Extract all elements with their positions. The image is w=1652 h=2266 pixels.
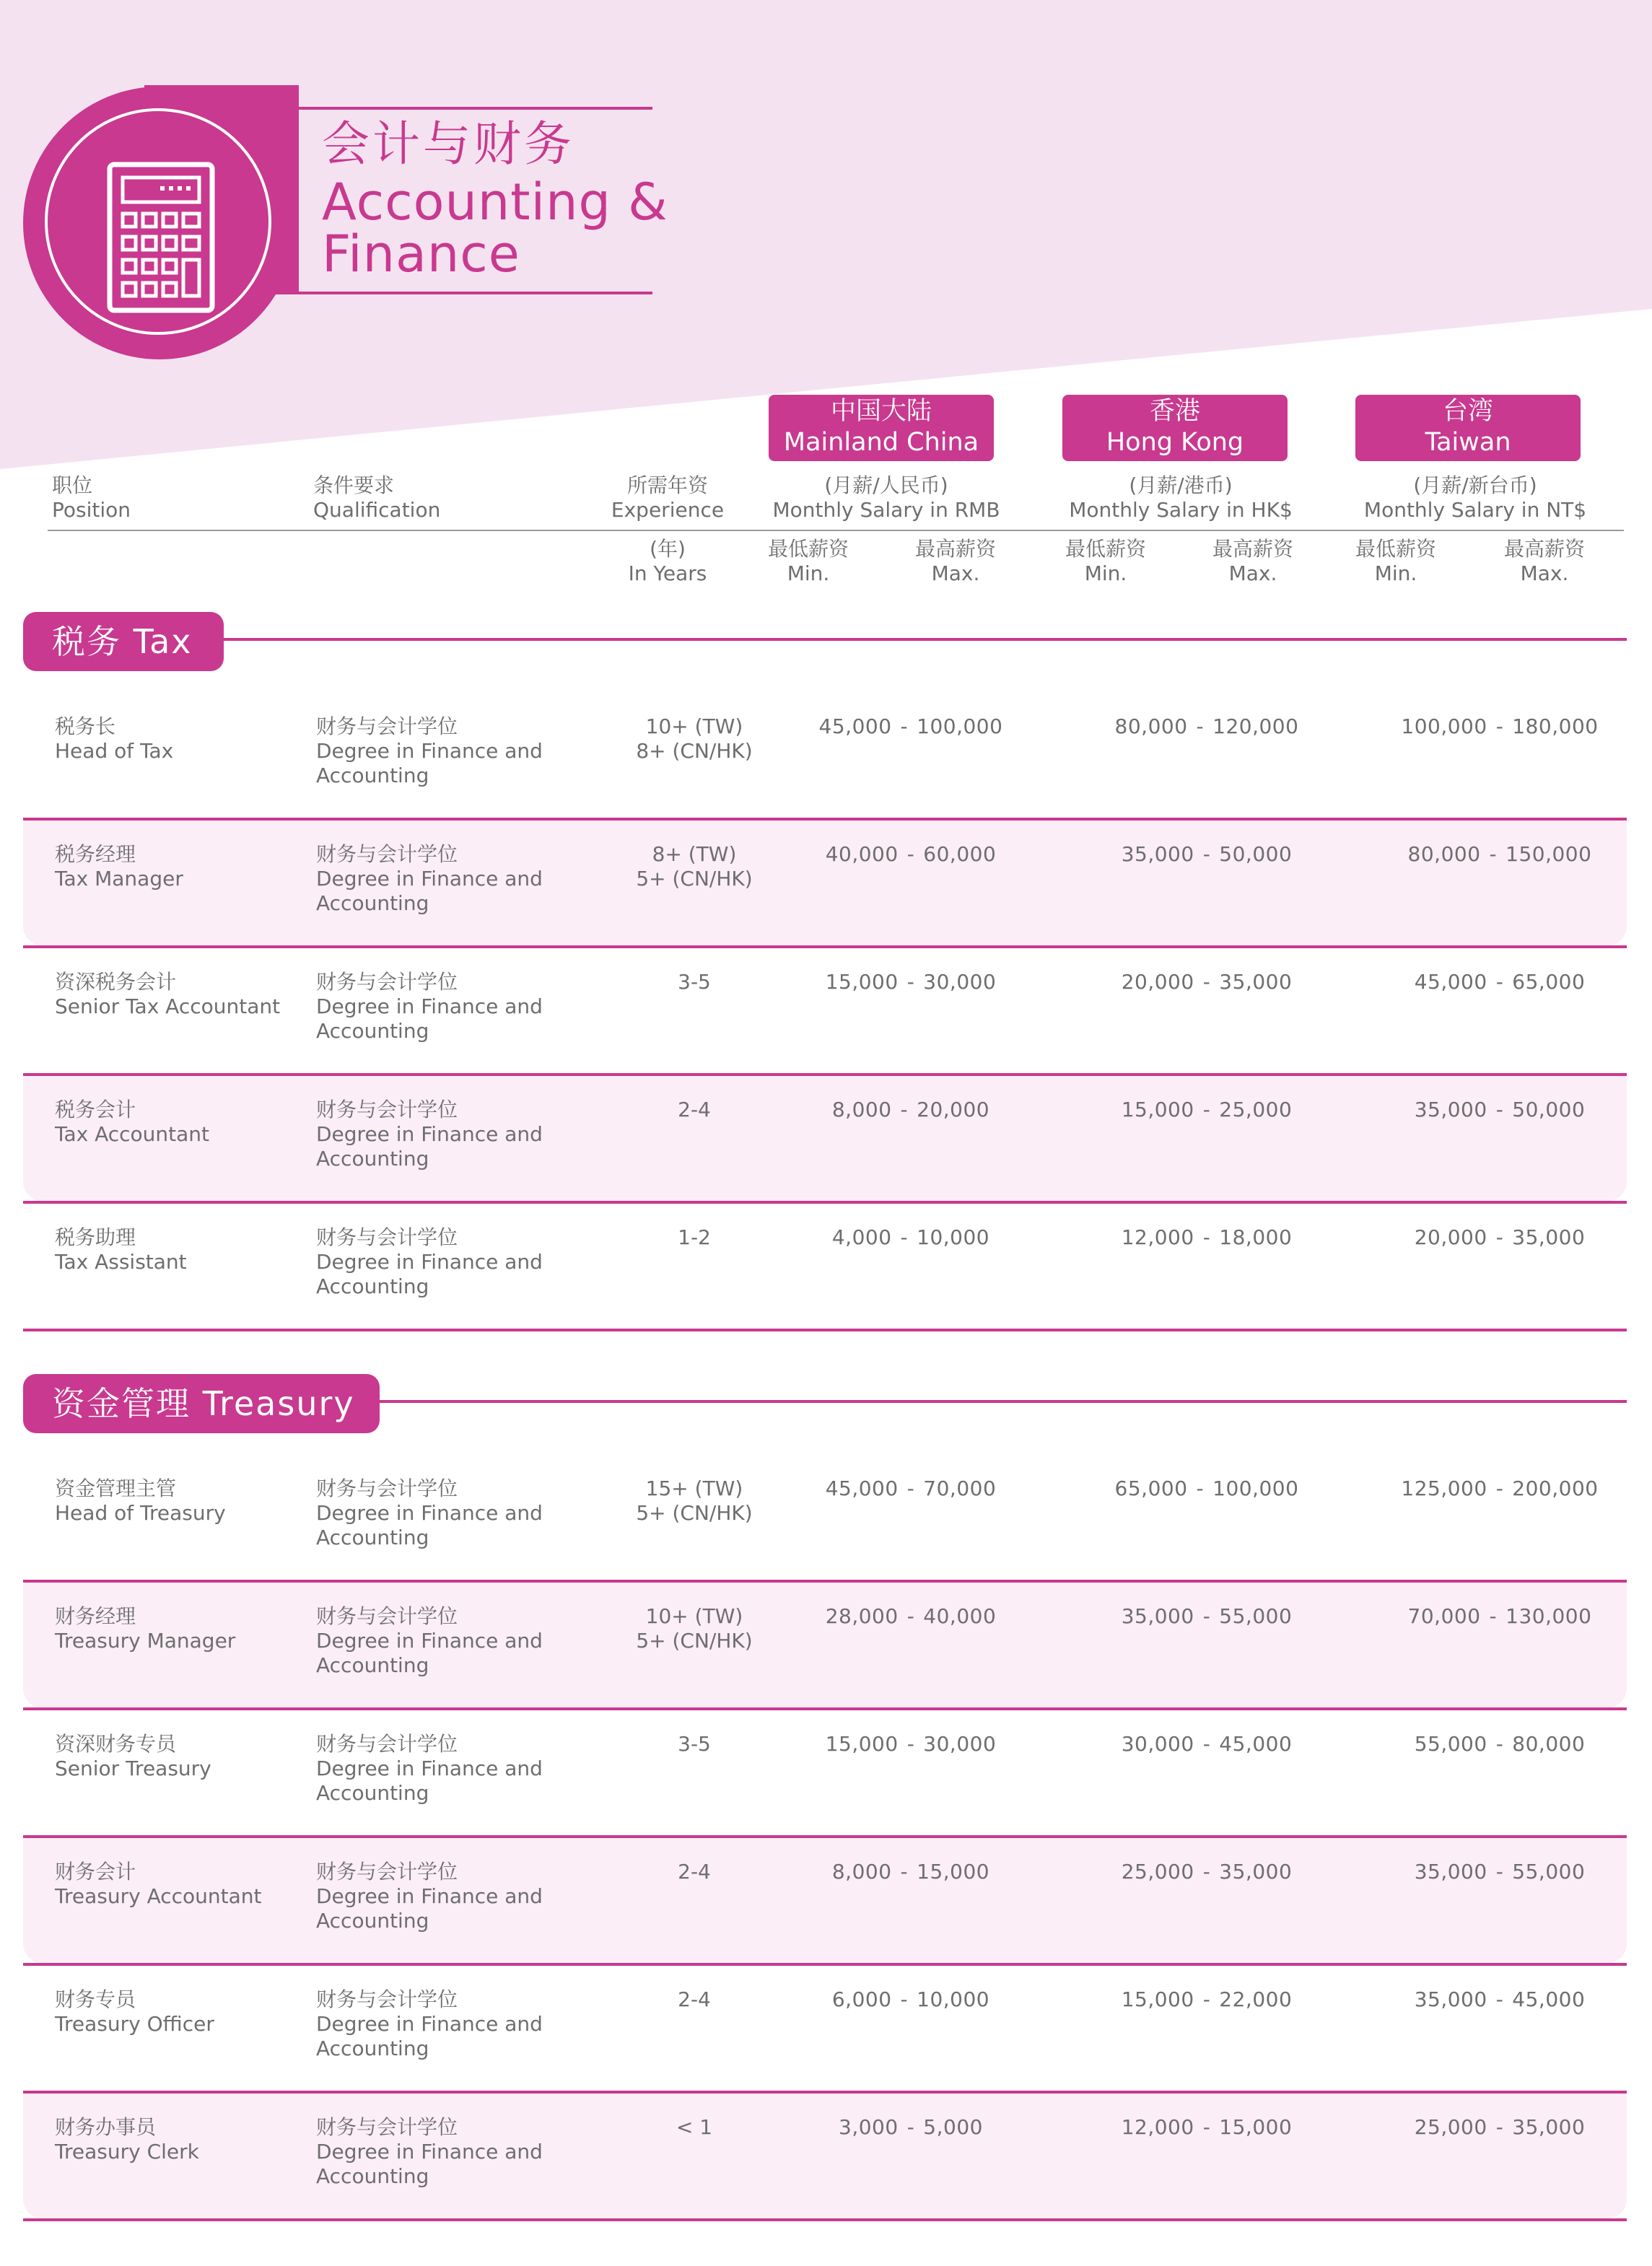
position-cell [55, 2115, 293, 2164]
range-dash: - [906, 2115, 915, 2139]
qualification-en-line2: Accounting [316, 1019, 429, 1043]
position-cell [55, 1098, 293, 1147]
salary-max: 22,000 [1219, 1987, 1293, 2011]
qualification-en-line2: Accounting [316, 1526, 429, 1549]
salary-max: 60,000 [923, 842, 997, 866]
position-en: Treasury Officer [55, 2012, 214, 2036]
salary-ntd-cell [1355, 1098, 1644, 1122]
position-cell [55, 1225, 293, 1274]
position-cn: 税务会计 [55, 1098, 136, 1121]
experience-line1: 15+ (TW) [645, 1477, 743, 1500]
range-dash: - [1495, 970, 1504, 994]
salary-max: 5,000 [923, 2115, 983, 2139]
range-dash: - [1495, 1225, 1504, 1249]
range-dash: - [1495, 1987, 1504, 2011]
qualification-cell [316, 1860, 576, 1933]
experience-line2: 5+ (CN/HK) [636, 1501, 753, 1525]
range-dash: - [1495, 1098, 1504, 1121]
salary-hkd-cell [1062, 1098, 1351, 1122]
qualification-cell [316, 970, 576, 1044]
column-header-salary-ntd [1331, 473, 1620, 522]
region-header-mainland-china [769, 395, 994, 461]
table-row [23, 1076, 1627, 1202]
salary-min: 3,000 [839, 2115, 899, 2139]
range-dash: - [1495, 1732, 1504, 1756]
column-header-salary-hkd [1036, 473, 1325, 522]
position-cn: 资金管理主管 [55, 1477, 177, 1500]
salary-hkd-cell [1062, 1987, 1351, 2012]
salary-ntd-cell [1355, 1604, 1644, 1629]
range-dash: - [900, 1098, 909, 1121]
salary-ntd-cell [1355, 1987, 1644, 2012]
experience-line1: 2-4 [678, 1987, 711, 2011]
position-en: Tax Accountant [55, 1122, 210, 1146]
row-divider [23, 1329, 1627, 1331]
salary-min: 30,000 [1121, 1732, 1194, 1756]
salary-rmb-cell [766, 1098, 1055, 1122]
qualification-cn: 财务与会计学位 [316, 1860, 458, 1884]
range-dash: - [1202, 1604, 1211, 1628]
salary-min: 35,000 [1121, 1604, 1194, 1628]
salary-rmb-cell [766, 2115, 1055, 2140]
page-title-en-line2: Finance [322, 224, 520, 284]
table-row [23, 1838, 1627, 1964]
section-title: 税务 Tax [23, 612, 224, 671]
column-header-position-en: Position [52, 498, 131, 522]
range-dash: - [900, 1987, 909, 2011]
qualification-en-line1: Degree in Finance and [316, 2140, 543, 2164]
qualification-cell [316, 1477, 576, 1550]
qualification-en-line2: Accounting [316, 891, 429, 915]
range-dash: - [1495, 1477, 1504, 1500]
position-en: Treasury Manager [55, 1629, 236, 1653]
salary-max: 30,000 [923, 970, 997, 994]
qualification-cell [316, 2115, 576, 2189]
position-en: Head of Tax [55, 739, 174, 763]
title-rule-bottom [274, 292, 652, 294]
position-en: Senior Treasury [55, 1757, 211, 1780]
salary-hkd-cell [1062, 1732, 1351, 1757]
page-title-en-line1: Accounting & [322, 172, 668, 232]
salary-max: 65,000 [1512, 970, 1586, 994]
table-row [23, 1966, 1627, 2091]
salary-min: 4,000 [831, 1225, 892, 1249]
experience-line1: 3-5 [678, 1732, 711, 1756]
salary-unit-cn: (月薪/新台币) [1413, 473, 1537, 497]
salary-max: 120,000 [1212, 714, 1299, 738]
position-en: Treasury Accountant [55, 1884, 262, 1908]
salary-hkd-cell [1062, 1477, 1351, 1501]
experience-line2: 8+ (CN/HK) [636, 739, 753, 763]
qualification-en-line2: Accounting [316, 1147, 429, 1171]
salary-max: 50,000 [1512, 1098, 1586, 1121]
column-subheader-ntd-min [1338, 537, 1454, 586]
min-label-cn: 最低薪资 [1355, 537, 1436, 561]
position-en: Treasury Clerk [55, 2140, 199, 2164]
salary-unit-cn: (月薪/港币) [1129, 473, 1233, 497]
salary-max: 20,000 [917, 1098, 990, 1121]
salary-min: 15,000 [1121, 1987, 1194, 2011]
calculator-icon [107, 162, 215, 313]
column-subheader-ntd-max [1487, 537, 1602, 586]
max-label-en: Max. [1228, 561, 1277, 585]
experience-line1: < 1 [676, 2115, 713, 2139]
salary-rmb-cell [766, 970, 1055, 994]
salary-rmb-cell [766, 1732, 1055, 1757]
page-title-cn: 会计与财务 [322, 116, 574, 172]
max-label-en: Max. [1520, 561, 1569, 585]
position-cell [55, 1987, 293, 2037]
region-name-cn: 香港 [1149, 397, 1200, 426]
qualification-en-line1: Degree in Finance and [316, 1757, 543, 1780]
table-row [23, 1455, 1627, 1580]
salary-min: 125,000 [1401, 1477, 1487, 1500]
section-rule [372, 1400, 1627, 1403]
range-dash: - [1489, 1604, 1498, 1628]
salary-max: 55,000 [1512, 1860, 1586, 1884]
range-dash: - [1202, 1732, 1211, 1756]
salary-min: 15,000 [1121, 1098, 1194, 1121]
qualification-en-line1: Degree in Finance and [316, 867, 543, 891]
salary-max: 150,000 [1505, 842, 1592, 866]
position-cn: 财务经理 [55, 1604, 136, 1628]
range-dash: - [1495, 714, 1504, 738]
salary-rmb-cell [766, 1860, 1055, 1884]
qualification-en-line2: Accounting [316, 764, 429, 787]
qualification-en-line1: Degree in Finance and [316, 1629, 543, 1653]
position-en: Senior Tax Accountant [55, 994, 281, 1018]
salary-min: 45,000 [818, 714, 892, 738]
position-cn: 资深税务会计 [55, 970, 177, 994]
position-en: Tax Assistant [55, 1250, 187, 1274]
range-dash: - [1202, 1860, 1211, 1884]
salary-hkd-cell [1062, 1225, 1351, 1250]
salary-unit-en: Monthly Salary in RMB [772, 498, 1000, 522]
row-divider [23, 2218, 1627, 2221]
salary-max: 35,000 [1512, 2115, 1586, 2139]
header-divider [48, 530, 1624, 531]
range-dash: - [900, 714, 909, 738]
range-dash: - [1495, 1860, 1504, 1884]
qualification-en-line1: Degree in Finance and [316, 2012, 543, 2036]
min-label-cn: 最低薪资 [767, 537, 849, 561]
range-dash: - [1489, 842, 1498, 866]
min-label-en: Min. [787, 561, 830, 585]
experience-line1: 8+ (TW) [652, 842, 737, 866]
min-label-cn: 最低薪资 [1065, 537, 1146, 561]
salary-min: 80,000 [1407, 842, 1481, 866]
range-dash: - [906, 970, 915, 994]
salary-ntd-cell [1355, 2115, 1644, 2140]
salary-max: 18,000 [1219, 1225, 1293, 1249]
salary-min: 35,000 [1121, 842, 1194, 866]
qualification-en-line2: Accounting [316, 1781, 429, 1805]
salary-unit-en: Monthly Salary in HK$ [1069, 498, 1293, 522]
salary-min: 15,000 [825, 970, 899, 994]
salary-unit-cn: (月薪/人民币) [824, 473, 948, 497]
qualification-cn: 财务与会计学位 [316, 1477, 458, 1500]
salary-max: 70,000 [923, 1477, 997, 1500]
qualification-cell [316, 1987, 576, 2061]
column-header-position [52, 473, 131, 522]
qualification-en-line2: Accounting [316, 2037, 429, 2060]
region-name-en: Hong Kong [1106, 428, 1244, 457]
salary-rmb-cell [766, 1225, 1055, 1250]
column-header-experience-en: Experience [611, 498, 725, 522]
salary-max: 35,000 [1219, 1860, 1293, 1884]
salary-min: 20,000 [1121, 970, 1194, 994]
position-en: Head of Treasury [55, 1501, 226, 1525]
position-cn: 税务助理 [55, 1225, 136, 1249]
region-name-cn: 台湾 [1442, 397, 1493, 426]
range-dash: - [1202, 1987, 1211, 2011]
qualification-en-line1: Degree in Finance and [316, 1122, 543, 1146]
column-header-experience [595, 473, 740, 522]
salary-ntd-cell [1355, 970, 1644, 994]
table-row [23, 1710, 1627, 1836]
range-dash: - [906, 1732, 915, 1756]
salary-max: 10,000 [917, 1987, 990, 2011]
qualification-en-line2: Accounting [316, 1653, 429, 1677]
column-subheader-years [595, 537, 740, 586]
range-dash: - [900, 1225, 909, 1249]
salary-max: 80,000 [1512, 1732, 1586, 1756]
salary-max: 30,000 [923, 1732, 997, 1756]
salary-min: 12,000 [1121, 1225, 1194, 1249]
range-dash: - [906, 842, 915, 866]
salary-hkd-cell [1062, 2115, 1351, 2140]
title-rule-top [296, 107, 652, 110]
max-label-cn: 最高薪资 [1212, 537, 1293, 561]
table-row [23, 948, 1627, 1074]
salary-ntd-cell [1355, 1732, 1644, 1757]
experience-line1: 10+ (TW) [645, 1604, 743, 1628]
salary-hkd-cell [1062, 1604, 1351, 1629]
experience-line2: 5+ (CN/HK) [636, 1629, 753, 1653]
salary-min: 8,000 [831, 1860, 892, 1884]
region-name-en: Mainland China [783, 428, 979, 457]
salary-max: 200,000 [1512, 1477, 1599, 1500]
max-label-cn: 最高薪资 [1503, 537, 1585, 561]
salary-hkd-cell [1062, 714, 1351, 739]
qualification-cn: 财务与会计学位 [316, 1604, 458, 1628]
qualification-cn: 财务与会计学位 [316, 2115, 458, 2139]
qualification-cn: 财务与会计学位 [316, 1987, 458, 2011]
max-label-cn: 最高薪资 [914, 537, 996, 561]
salary-rmb-cell [766, 1987, 1055, 2012]
column-header-qualification-cn: 条件要求 [313, 473, 395, 497]
salary-min: 40,000 [825, 842, 899, 866]
position-cell [55, 1477, 293, 1526]
range-dash: - [1495, 2115, 1504, 2139]
salary-hkd-cell [1062, 970, 1351, 994]
range-dash: - [1202, 970, 1211, 994]
salary-min: 80,000 [1114, 714, 1188, 738]
experience-line1: 3-5 [678, 970, 711, 994]
salary-min: 28,000 [825, 1604, 899, 1628]
salary-max: 25,000 [1219, 1098, 1293, 1121]
experience-line1: 2-4 [678, 1860, 711, 1884]
table-row [23, 1583, 1627, 1708]
salary-max: 100,000 [917, 714, 1003, 738]
salary-min: 70,000 [1407, 1604, 1481, 1628]
qualification-cn: 财务与会计学位 [316, 1732, 458, 1756]
salary-min: 65,000 [1114, 1477, 1188, 1500]
position-cn: 财务会计 [55, 1860, 136, 1884]
experience-line1: 10+ (TW) [645, 714, 743, 738]
table-row [23, 2094, 1627, 2219]
position-cn: 财务专员 [55, 1987, 136, 2011]
salary-min: 35,000 [1414, 1987, 1487, 2011]
position-cell [55, 842, 293, 891]
salary-max: 15,000 [1219, 2115, 1293, 2139]
salary-max: 180,000 [1512, 714, 1599, 738]
section-rule [217, 638, 1627, 641]
qualification-cell [316, 714, 576, 788]
qualification-cn: 财务与会计学位 [316, 714, 458, 738]
column-header-position-cn: 职位 [52, 473, 93, 497]
salary-max: 55,000 [1219, 1604, 1293, 1628]
qualification-en-line1: Degree in Finance and [316, 1501, 543, 1525]
salary-min: 45,000 [825, 1477, 899, 1500]
qualification-en-line1: Degree in Finance and [316, 739, 543, 763]
qualification-cell [316, 1604, 576, 1678]
table-row [23, 693, 1627, 818]
salary-min: 15,000 [825, 1732, 899, 1756]
section-title: 资金管理 Treasury [23, 1374, 380, 1433]
years-label-cn: (年) [650, 537, 686, 561]
position-cn: 资深财务专员 [55, 1732, 177, 1756]
min-label-en: Min. [1084, 561, 1127, 585]
salary-min: 55,000 [1414, 1732, 1487, 1756]
column-subheader-hkd-min [1048, 537, 1163, 586]
table-row [23, 1204, 1627, 1329]
salary-max: 10,000 [917, 1225, 990, 1249]
salary-min: 12,000 [1121, 2115, 1194, 2139]
range-dash: - [1196, 714, 1205, 738]
salary-unit-en: Monthly Salary in NT$ [1363, 498, 1587, 522]
table-row [23, 821, 1627, 946]
max-label-en: Max. [931, 561, 980, 585]
salary-max: 35,000 [1512, 1225, 1586, 1249]
page-title [322, 113, 668, 284]
qualification-cell [316, 1098, 576, 1171]
salary-min: 45,000 [1414, 970, 1487, 994]
salary-max: 15,000 [917, 1860, 990, 1884]
range-dash: - [1202, 842, 1211, 866]
range-dash: - [1196, 1477, 1205, 1500]
range-dash: - [1202, 1225, 1211, 1249]
salary-hkd-cell [1062, 1860, 1351, 1884]
column-subheader-rmb-min [751, 537, 866, 586]
salary-ntd-cell [1355, 1477, 1644, 1501]
salary-max: 40,000 [923, 1604, 997, 1628]
qualification-en-line2: Accounting [316, 1274, 429, 1298]
salary-min: 20,000 [1414, 1225, 1487, 1249]
salary-ntd-cell [1355, 1860, 1644, 1884]
qualification-en-line1: Degree in Finance and [316, 1884, 543, 1908]
salary-min: 6,000 [831, 1987, 892, 2011]
column-header-qualification-en: Qualification [313, 498, 441, 522]
qualification-cell [316, 1225, 576, 1299]
qualification-cn: 财务与会计学位 [316, 842, 458, 866]
position-cell [55, 970, 293, 1019]
salary-rmb-cell [766, 1604, 1055, 1629]
salary-min: 25,000 [1414, 2115, 1487, 2139]
range-dash: - [906, 1477, 915, 1500]
experience-line2: 5+ (CN/HK) [636, 867, 753, 891]
column-header-qualification [313, 473, 440, 522]
salary-rmb-cell [766, 1477, 1055, 1501]
qualification-en-line2: Accounting [316, 1909, 429, 1933]
salary-max: 50,000 [1219, 842, 1293, 866]
salary-ntd-cell [1355, 842, 1644, 867]
region-name-cn: 中国大陆 [830, 397, 932, 426]
category-badge [23, 87, 296, 359]
salary-ntd-cell [1355, 714, 1644, 739]
salary-ntd-cell [1355, 1225, 1644, 1250]
range-dash: - [1202, 1098, 1211, 1121]
years-label-en: In Years [628, 561, 707, 585]
experience-line1: 1-2 [678, 1225, 711, 1249]
position-en: Tax Manager [55, 867, 183, 891]
salary-min: 100,000 [1401, 714, 1487, 738]
column-subheader-rmb-max [898, 537, 1013, 586]
column-header-salary-rmb [742, 473, 1031, 522]
salary-max: 45,000 [1219, 1732, 1293, 1756]
range-dash: - [900, 1860, 909, 1884]
salary-max: 45,000 [1512, 1987, 1586, 2011]
range-dash: - [906, 1604, 915, 1628]
position-cn: 税务长 [55, 714, 116, 738]
position-cell [55, 1604, 293, 1653]
column-header-experience-cn: 所需年资 [626, 473, 708, 497]
position-cell [55, 714, 293, 764]
salary-hkd-cell [1062, 842, 1351, 867]
salary-max: 35,000 [1219, 970, 1293, 994]
position-cn: 财务办事员 [55, 2115, 157, 2139]
qualification-cn: 财务与会计学位 [316, 1225, 458, 1249]
salary-max: 100,000 [1212, 1477, 1299, 1500]
region-header-hong-kong [1062, 395, 1288, 461]
qualification-en-line1: Degree in Finance and [316, 1250, 543, 1274]
qualification-en-line1: Degree in Finance and [316, 994, 543, 1018]
salary-min: 35,000 [1414, 1860, 1487, 1884]
experience-line1: 2-4 [678, 1098, 711, 1121]
position-cell [55, 1732, 293, 1781]
qualification-en-line2: Accounting [316, 2164, 429, 2188]
position-cn: 税务经理 [55, 842, 136, 866]
salary-rmb-cell [766, 842, 1055, 867]
qualification-cell [316, 1732, 576, 1806]
position-cell [55, 1860, 293, 1909]
badge-ring [45, 108, 271, 335]
qualification-cn: 财务与会计学位 [316, 1098, 458, 1121]
salary-min: 8,000 [831, 1098, 892, 1121]
salary-min: 25,000 [1121, 1860, 1194, 1884]
qualification-cn: 财务与会计学位 [316, 970, 458, 994]
salary-max: 130,000 [1505, 1604, 1592, 1628]
salary-rmb-cell [766, 714, 1055, 739]
region-header-taiwan [1355, 395, 1581, 461]
qualification-cell [316, 842, 576, 916]
salary-min: 35,000 [1414, 1098, 1487, 1121]
region-name-en: Taiwan [1425, 428, 1511, 457]
column-subheader-hkd-max [1195, 537, 1311, 586]
min-label-en: Min. [1374, 561, 1417, 585]
range-dash: - [1202, 2115, 1211, 2139]
